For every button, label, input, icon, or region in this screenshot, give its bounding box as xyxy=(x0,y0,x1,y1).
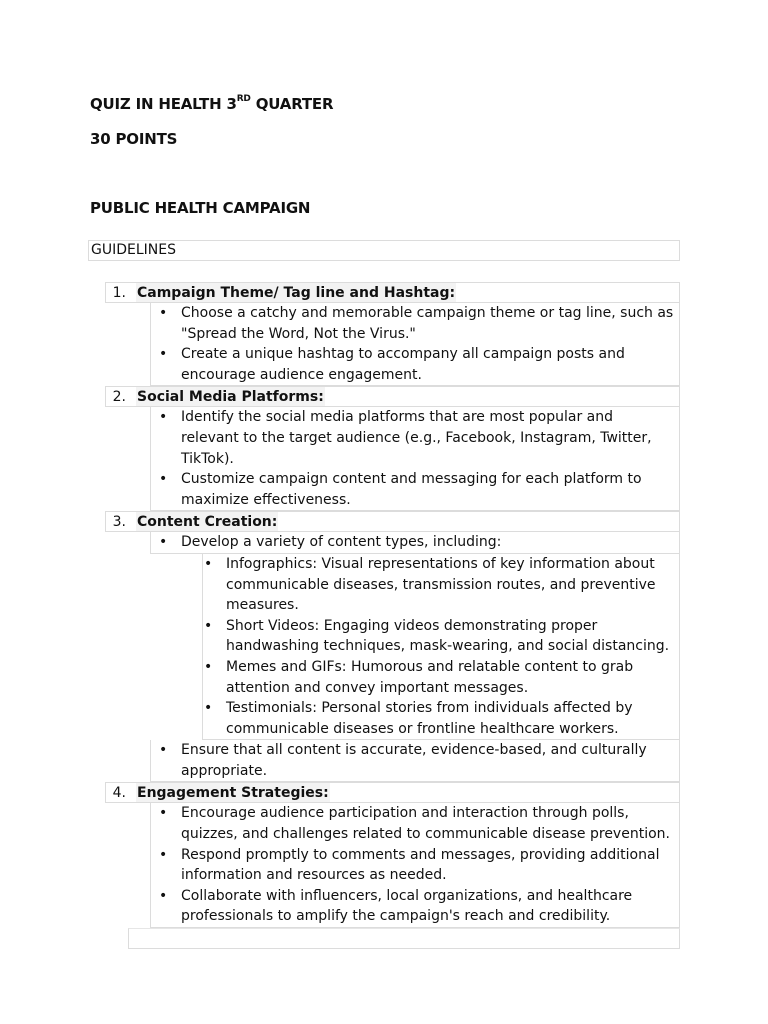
list-item xyxy=(203,616,679,657)
bullet-icon: • xyxy=(159,409,168,426)
list-item-text: Short Videos: Engaging videos demonstrating proper handwashing techniques, mask-wearing, and social distancing. xyxy=(226,617,670,655)
bullet-icon: • xyxy=(159,805,168,822)
guidelines-list xyxy=(0,282,768,949)
list-item-text: Create a unique hashtag to accompany all campaign posts and encourage audience engagement. xyxy=(181,346,625,383)
empty-table-row xyxy=(128,928,680,949)
guidelines-label: GUIDELINES xyxy=(88,240,680,261)
section-1-heading-row xyxy=(105,282,680,303)
bullet-icon: • xyxy=(204,700,213,717)
section-2-heading-row xyxy=(105,386,680,407)
list-item-text: Choose a catchy and memorable campaign theme or tag line, such as "Spread the Word, Not the Virus." xyxy=(181,305,674,342)
list-item xyxy=(151,740,679,781)
section-1-number: 1. xyxy=(112,285,126,301)
list-item-text: Infographics: Visual representations of key information about communicable diseases, transmission routes, and preventive measures. xyxy=(226,555,656,614)
list-item xyxy=(151,469,679,510)
quiz-title xyxy=(90,95,333,113)
list-item xyxy=(151,303,679,344)
list-item-text: Respond promptly to comments and messages, providing additional information and resources as needed. xyxy=(181,846,660,884)
section-4-bullets xyxy=(150,803,680,928)
quiz-title-end: QUARTER xyxy=(250,95,334,113)
list-item xyxy=(151,845,679,886)
bullet-icon: • xyxy=(159,742,168,759)
list-item-text: Develop a variety of content types, including: xyxy=(181,534,502,551)
quiz-points: 30 POINTS xyxy=(90,130,178,148)
section-2-bullets xyxy=(150,407,680,511)
quiz-title-main: QUIZ IN HEALTH 3 xyxy=(90,95,237,113)
section-2-number: 2. xyxy=(112,389,126,406)
bullet-icon: • xyxy=(159,887,168,904)
list-item-text: Ensure that all content is accurate, evidence-based, and culturally appropriate. xyxy=(181,742,647,779)
bullet-icon: • xyxy=(159,346,168,363)
list-item-text: Collaborate with influencers, local organizations, and healthcare professionals to amplify the campaign's reach and credibility. xyxy=(181,887,633,925)
list-item-text: Identify the social media platforms that are most popular and relevant to the target audience (e.g., Facebook, Instagram, Twitter, TikTok). xyxy=(181,409,652,467)
section-3-number: 3. xyxy=(112,514,126,531)
section-3-closing xyxy=(150,740,680,782)
section-4-heading: Engagement Strategies: xyxy=(137,785,329,802)
list-item xyxy=(151,407,679,469)
section-1-heading: Campaign Theme/ Tag line and Hashtag: xyxy=(137,285,456,301)
list-item-text: Customize campaign content and messaging for each platform to maximize effectiveness. xyxy=(181,471,642,508)
bullet-icon: • xyxy=(204,555,213,572)
section-3-sub-bullets xyxy=(202,554,680,740)
bullet-icon: • xyxy=(159,534,168,551)
section-4-number: 4. xyxy=(112,785,126,802)
section-3-intro xyxy=(150,532,680,554)
list-item-text: Testimonials: Personal stories from individuals affected by communicable diseases or frontline healthcare workers. xyxy=(226,700,633,737)
section-3-heading-row xyxy=(105,511,680,532)
list-item xyxy=(151,344,679,385)
bullet-icon: • xyxy=(159,471,168,488)
section-2-heading: Social Media Platforms: xyxy=(137,389,324,406)
list-item-text: Encourage audience participation and interaction through polls, quizzes, and challenges related to communicable disease prevention. xyxy=(181,805,670,843)
list-item xyxy=(203,698,679,739)
list-item xyxy=(151,803,679,844)
quiz-title-superscript: RD xyxy=(236,94,251,104)
list-item xyxy=(203,657,679,698)
section-4-heading-row xyxy=(105,782,680,803)
list-item xyxy=(203,554,679,616)
bullet-icon: • xyxy=(204,658,213,675)
section-1-bullets xyxy=(150,303,680,386)
bullet-icon: • xyxy=(159,305,168,321)
bullet-icon: • xyxy=(159,846,168,863)
list-item xyxy=(151,886,679,927)
list-item xyxy=(151,532,679,553)
section-3-heading: Content Creation: xyxy=(137,514,278,531)
list-item-text: Memes and GIFs: Humorous and relatable content to grab attention and convey important messages. xyxy=(226,658,634,696)
bullet-icon: • xyxy=(204,617,213,634)
campaign-heading: PUBLIC HEALTH CAMPAIGN xyxy=(90,199,311,217)
